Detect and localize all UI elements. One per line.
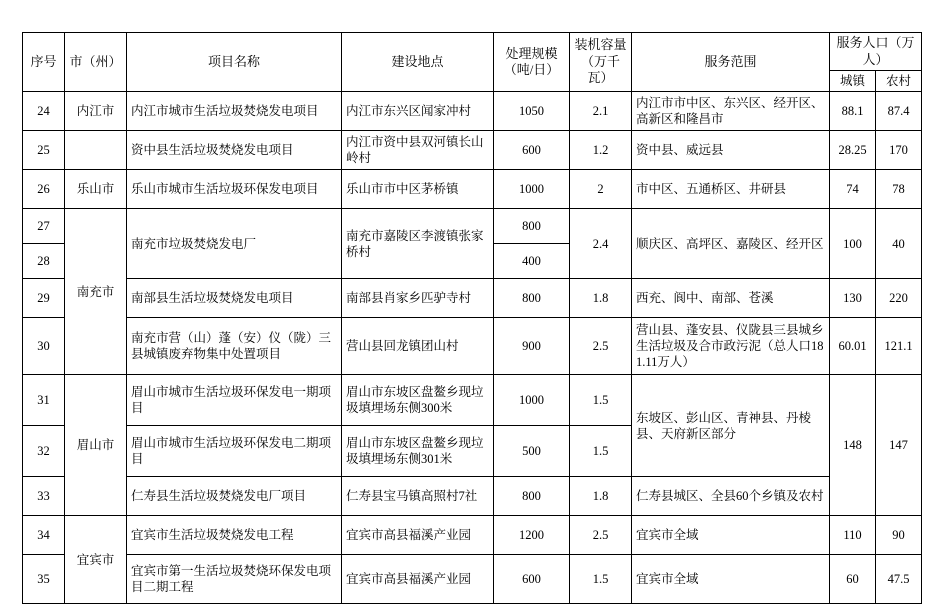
header-city: 市（州） [65,33,127,92]
cell-scale: 500 [494,426,570,477]
cell-scale: 600 [494,555,570,604]
cell-urban: 88.1 [830,92,876,131]
waste-incineration-projects-table [22,32,922,604]
cell-rural: 121.1 [876,318,922,375]
cell-project: 仁寿县生活垃圾焚烧发电厂项目 [127,477,342,516]
cell-urban: 60 [830,555,876,604]
cell-scale: 1200 [494,516,570,555]
header-scale-line1: 处理规模 [505,45,558,61]
cell-capacity: 2.5 [570,516,632,555]
cell-capacity: 2.1 [570,92,632,131]
table-row [23,131,922,170]
header-population: 服务人口（万人） [830,33,922,71]
cell-site: 宜宾市高县福溪产业园 [342,555,494,604]
table-row [23,375,922,426]
cell-site: 宜宾市高县福溪产业园 [342,516,494,555]
cell-scale: 1050 [494,92,570,131]
cell-seq: 30 [23,318,65,375]
header-row-1 [23,33,922,71]
cell-capacity: 1.5 [570,426,632,477]
cell-capacity: 1.8 [570,279,632,318]
cell-scale: 400 [494,244,570,279]
header-project: 项目名称 [127,33,342,92]
cell-seq: 27 [23,209,65,244]
table-row [23,555,922,604]
cell-service: 西充、阆中、南部、苍溪 [632,279,830,318]
header-scale [494,33,570,92]
header-capacity [570,33,632,92]
cell-site: 内江市资中县双河镇长山岭村 [342,131,494,170]
cell-project: 眉山市城市生活垃圾环保发电一期项目 [127,375,342,426]
header-urban: 城镇 [830,71,876,92]
cell-scale: 800 [494,209,570,244]
cell-city: 乐山市 [65,170,127,209]
cell-scale: 800 [494,279,570,318]
cell-urban: 28.25 [830,131,876,170]
cell-rural: 147 [876,375,922,516]
cell-rural: 87.4 [876,92,922,131]
table-row [23,92,922,131]
cell-service: 顺庆区、高坪区、嘉陵区、经开区 [632,209,830,279]
table-row [23,279,922,318]
cell-project: 内江市城市生活垃圾焚烧发电项目 [127,92,342,131]
cell-seq: 35 [23,555,65,604]
cell-urban: 60.01 [830,318,876,375]
table-row [23,209,922,244]
cell-site: 南充市嘉陵区李渡镇张家桥村 [342,209,494,279]
cell-seq: 24 [23,92,65,131]
header-scale-line2: （吨/日） [503,62,560,78]
cell-capacity: 2.4 [570,209,632,279]
cell-scale: 1000 [494,170,570,209]
header-site: 建设地点 [342,33,494,92]
header-capacity-line2: （万千瓦） [580,53,620,86]
cell-seq: 31 [23,375,65,426]
table-row [23,516,922,555]
cell-service: 宜宾市全域 [632,516,830,555]
cell-project: 南部县生活垃圾焚烧发电项目 [127,279,342,318]
cell-capacity: 1.5 [570,555,632,604]
cell-service: 内江市市中区、东兴区、经开区、高新区和隆昌市 [632,92,830,131]
cell-capacity: 2 [570,170,632,209]
cell-project: 宜宾市生活垃圾焚烧发电工程 [127,516,342,555]
cell-rural: 220 [876,279,922,318]
cell-city: 南充市 [65,209,127,375]
cell-rural: 40 [876,209,922,279]
cell-capacity: 2.5 [570,318,632,375]
table-row [23,318,922,375]
table-row [23,477,922,516]
cell-site: 乐山市市中区茅桥镇 [342,170,494,209]
cell-site: 营山县回龙镇团山村 [342,318,494,375]
cell-project: 乐山市城市生活垃圾环保发电项目 [127,170,342,209]
cell-urban: 148 [830,375,876,516]
header-rural: 农村 [876,71,922,92]
cell-city: 眉山市 [65,375,127,516]
cell-city [65,131,127,170]
cell-seq: 32 [23,426,65,477]
cell-urban: 100 [830,209,876,279]
cell-scale: 1000 [494,375,570,426]
cell-project: 资中县生活垃圾焚烧发电项目 [127,131,342,170]
cell-capacity: 1.5 [570,375,632,426]
cell-project: 南充市垃圾焚烧发电厂 [127,209,342,279]
cell-service: 宜宾市全域 [632,555,830,604]
cell-seq: 25 [23,131,65,170]
cell-capacity: 1.2 [570,131,632,170]
cell-city: 宜宾市 [65,516,127,604]
cell-project: 宜宾市第一生活垃圾焚烧环保发电项目二期工程 [127,555,342,604]
cell-service: 资中县、威远县 [632,131,830,170]
cell-site: 眉山市东坡区盘鳌乡现垃圾填埋场东侧300米 [342,375,494,426]
cell-scale: 600 [494,131,570,170]
table-header [23,33,922,92]
cell-urban: 74 [830,170,876,209]
cell-scale: 900 [494,318,570,375]
cell-seq: 34 [23,516,65,555]
cell-rural: 170 [876,131,922,170]
cell-service: 营山县、蓬安县、仪陇县三县城乡生活垃圾及合市政污泥（总人口181.11万人） [632,318,830,375]
cell-seq: 29 [23,279,65,318]
cell-urban: 130 [830,279,876,318]
header-service: 服务范围 [632,33,830,92]
cell-seq: 26 [23,170,65,209]
cell-scale: 800 [494,477,570,516]
cell-rural: 90 [876,516,922,555]
header-capacity-line1: 装机容量 [574,37,627,53]
table-body [23,92,922,604]
cell-project: 南充市营（山）蓬（安）仪（陇）三县城镇废弃物集中处置项目 [127,318,342,375]
cell-site: 仁寿县宝马镇高照村7社 [342,477,494,516]
cell-service: 仁寿县城区、全县60个乡镇及农村 [632,477,830,516]
cell-urban: 110 [830,516,876,555]
cell-rural: 78 [876,170,922,209]
cell-site: 内江市东兴区闻家冲村 [342,92,494,131]
cell-rural: 47.5 [876,555,922,604]
cell-service: 市中区、五通桥区、井研县 [632,170,830,209]
cell-site: 南部县肖家乡匹驴寺村 [342,279,494,318]
cell-capacity: 1.8 [570,477,632,516]
cell-service: 东坡区、彭山区、青神县、丹棱县、天府新区部分 [632,375,830,477]
cell-project: 眉山市城市生活垃圾环保发电二期项目 [127,426,342,477]
cell-seq: 33 [23,477,65,516]
header-seq: 序号 [23,33,65,92]
cell-site: 眉山市东坡区盘鳌乡现垃圾填埋场东侧301米 [342,426,494,477]
cell-city: 内江市 [65,92,127,131]
cell-seq: 28 [23,244,65,279]
table-row [23,170,922,209]
